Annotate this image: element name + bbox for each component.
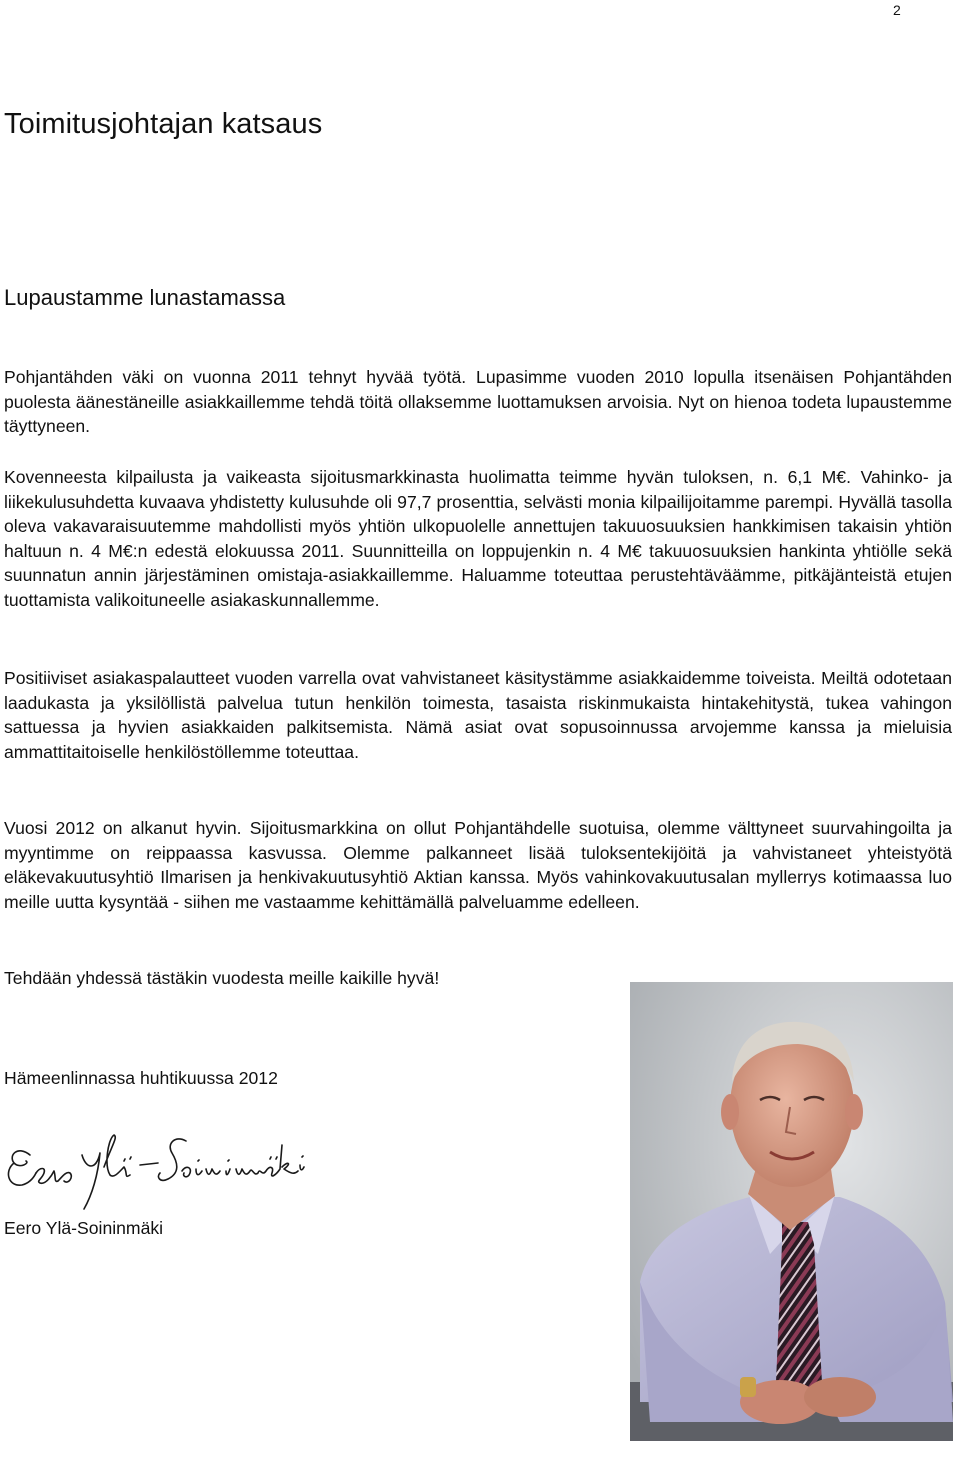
paragraph-4: Vuosi 2012 on alkanut hyvin. Sijoitusmarkkina on ollut Pohjantähdelle suotuisa, olemme välttyneet suurvahingoilta ja myyntimme on reippaassa kasvussa. Olemme palkanneet lisää tuloksentekijöitä ja vahvistaneet yhteistyötä eläkevakuutusyhtiö Ilmarisen ja henkivakuutusyhtiö Aktian kanssa. Myös vahinkovakuutusalan myllerrys kotimaassa luo meille uutta kysyntää - siihen me vastaamme kehittämällä palveluamme edelleen. [4, 818, 952, 912]
portrait-photo [630, 982, 953, 1441]
closing-sentence: Tehdään yhdessä tästäkin vuodesta meille kaikille hyvä! [4, 968, 440, 988]
handwritten-signature [0, 1115, 325, 1215]
place-and-date: Hämeenlinnassa huhtikuussa 2012 [4, 1068, 278, 1088]
section-subtitle: Lupaustamme lunastamassa [4, 285, 286, 310]
page-number: 2 [893, 2, 901, 18]
page-title: Toimitusjohtajan katsaus [4, 108, 323, 140]
paragraph-2: Kovenneesta kilpailusta ja vaikeasta sijoitusmarkkinasta huolimatta teimme hyvän tuloksen, n. 6,1 M€. Vahinko- ja liikekulusuhdetta kuvaava yhdistetty kulusuhde oli 97,7 prosenttia, selvästi monia kilpailijoitamme parempi. Hyvällä tasolla oleva vakavaraisuutemme mahdollisti myös yhtiön ulkopuolelle annettujen takuuosuuksien hankkimisen takaisin yhtiön haltuun n. 4 M€:n edestä elokuussa 2011. Suunnitteilla on loppujenkin n. 4 M€ takuuosuuksien hankinta yhtiölle sekä suunnatun annin järjestäminen omistaja-asiakkaillemme. Haluamme toteuttaa perustehtäväämme, pitkäjänteistä etujen tuottamista valikoituneelle asiakaskunnallemme. [4, 467, 952, 610]
paragraph-1: Pohjantähden väki on vuonna 2011 tehnyt hyvää työtä. Lupasimme vuoden 2010 lopulla itsenäisen Pohjantähden puolesta äänestäneille asiakkaillemme tehdä töitä ollaksemme luottamuksen arvoisia. Nyt on hienoa todeta lupaustemme täyttyneen. [4, 367, 952, 437]
signer-name: Eero Ylä-Soininmäki [4, 1218, 164, 1238]
paragraph-3: Positiiviset asiakaspalautteet vuoden varrella ovat vahvistaneet käsitystämme asiakkaidemme toiveista. Meiltä odotetaan laadukasta ja yksilöllistä palvelua tutun henkilön toimesta, tasaista riskinmukaista hintakehitystä, tukea vahingon sattuessa ja hyvien asiakkaiden palkitsemista. Nämä asiat ovat sopusoinnussa arvojemme kanssa ja mieluisia ammattitaitoiselle henkilöstöllemme toteuttaa. [4, 668, 952, 762]
